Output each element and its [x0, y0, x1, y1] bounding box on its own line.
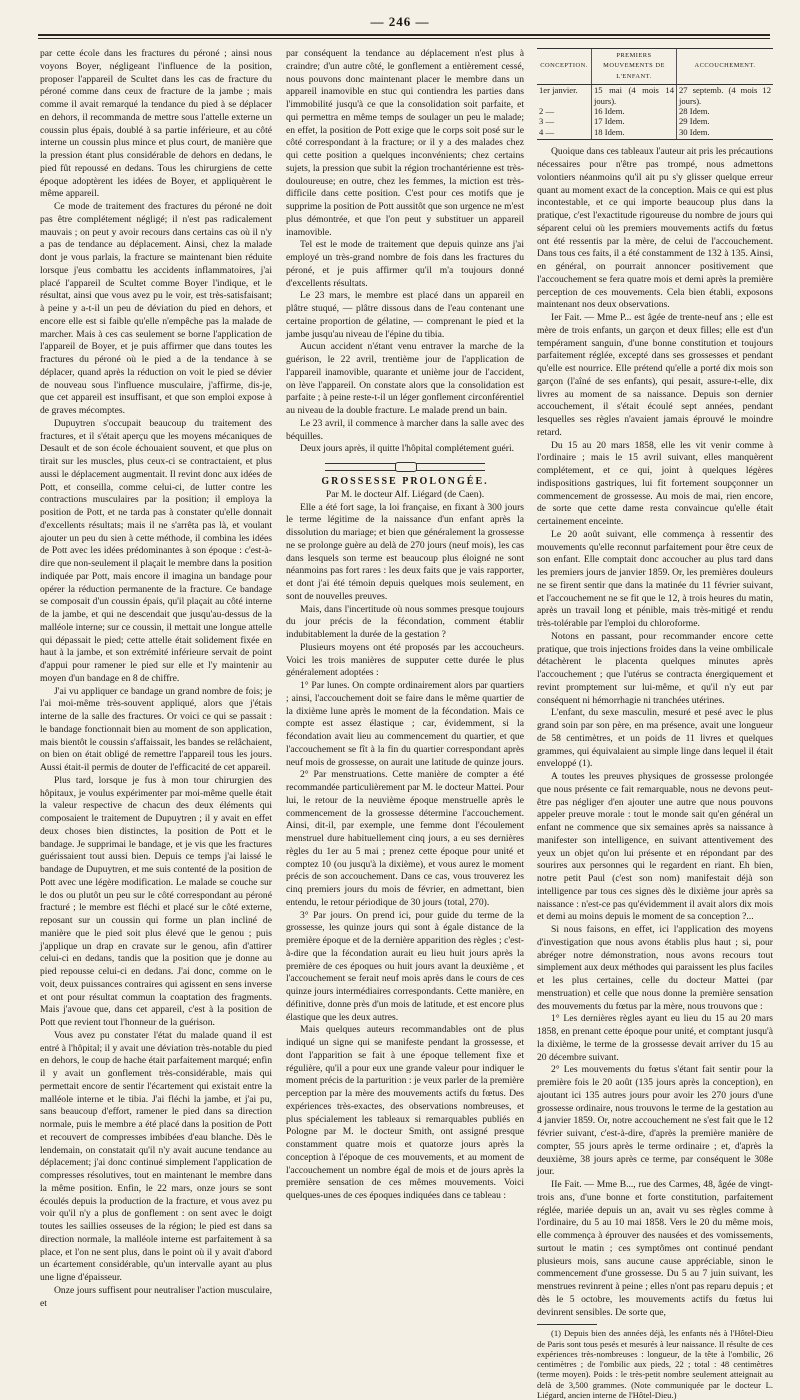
table-row: [537, 106, 773, 116]
table-row: [537, 85, 773, 106]
table-row: [537, 116, 773, 126]
paragraph: J'ai vu appliquer ce bandage un grand nombre de fois; je l'ai moi-même très-souvent appliqué, alors que j'étais interne de la salle des fractures. Or voici ce qui se passait : le bandage fonctionnait bien au moment de son application, mais bientôt le coussin s'affaissait, les bandes se relâchaient, on bien on était obligé de remettre l'appareil tous les jours. Aussi était-il permis de douter de l'efficacité de cet appareil.: [40, 685, 272, 773]
paragraph: Mais quelques auteurs recommandables ont de plus indiqué un signe qui se manifeste pendant la grossesse, et dont l'apparition se fait à une époque tellement fixe et régulière, qu'il a pour eux une grande valeur pour indiquer le moment précis de la parturition : je veux parler de la première perception par la mère des mouvements actifs du fœtus. Des expériences très-exactes, des observations nombreuses, et plus spécialement les tableaux si remarquables publiés en Pologne par M. le docteur Smith, ont assigné presque constamment quatre mois et quatorze jours après la conception à l'époque de ces mouvements, et au moment de l'accouchement un nombre égal de mois et de jours après la première sensation de ces mêmes mouvements. Voici quelques-unes de ces époques indiquées dans ce tableau :: [286, 1024, 524, 1201]
table-header: CONCEPTION.: [537, 49, 592, 85]
table-cell: 15 mai (4 mois 14 jours).: [592, 85, 677, 106]
paragraph: Onze jours suffisent pour neutraliser l'action musculaire, et: [40, 1284, 272, 1309]
footnote: (1) Depuis bien des années déjà, les enfants nés à l'Hôtel-Dieu de Paris sont tous pesés et mesurés à leur naissance. Il résulte de ces expériences très-nombreuses : longueur, de la tête à l'ombilic, 26 centimètres ; de l'ombilic aux pieds, 22 ; total : 48 centimètres (terme moyen). Poids : le très-petit nombre seulement atteignait au delà de 3,500 grammes. (Note communiquée par le docteur L. Liégard, ancien interne de l'Hôtel-Dieu.): [537, 1328, 773, 1400]
paragraph: Aucun accident n'étant venu entraver la marche de la guérison, le 22 avril, trentième jour de l'application de l'appareil inamovible, quarante et unième jour de l'accident, on lève l'appareil. On constate alors que la consolidation est parfaite ; à peine reste-t-il un léger gonflement circonférentiel au niveau de la double fracture. Le malade prend un bain.: [286, 341, 524, 416]
paragraph: 3° Par jours. On prend ici, pour guide du terme de la grossesse, les quinze jours qui sont à égale distance de la première époque et de la dernière apparition des règles ; c'est-à-dire que la fécondation aurait eu lieu huit jours après la première de ces époques ou huit jours avant la deuxième , et l'accouchement se ferait neuf mois après dans le cours de ces quinze jours intermédiaires correspondants. Cette manière, en définitive, donne près d'un mois de latitude, et est encore plus élastique que les deux autres.: [286, 909, 524, 1023]
section-title: GROSSESSE PROLONGÉE.: [321, 476, 489, 487]
column-right: [537, 48, 773, 1400]
table-cell: 4 —: [537, 127, 592, 140]
paragraph: Quoique dans ces tableaux l'auteur ait pris les précautions nécessaires pour n'être pas trompé, nous admettons volontiers néanmoins qu'il ait pu s'y glisser quelque erreur quant au moment exact de la conception. Mais ce qui est plus incontestable, et ce qui importe beaucoup plus dans la pratique, c'est l'exactitude rigoureuse du nombre de jours qui séparent celui où les premiers mouvements actifs du fœtus ont été ressentis par la mère, de celui de l'accouchement. Dans tous ces faits, il a été constamment de 132 à 135. Ainsi, en général, on pourrait annoncer positivement que l'accouchement se fera quatre mois et demi après la première perception de ces mouvements. Cela bien établi, exposons maintenant nos deux observations.: [537, 146, 773, 311]
table-cell: 29 Idem.: [677, 116, 774, 126]
paragraph: Le 23 mars, le membre est placé dans un appareil en plâtre stuqué, — plâtre dissous dans de l'eau contenant une certaine proportion de gélatine, — comprenant le pied et la jambe jusqu'au niveau de l'épine du tibia.: [286, 290, 524, 340]
table-cell: 16 Idem.: [592, 106, 677, 116]
paragraph: Notons en passant, pour recommander encore cette pratique, que trois injections froides dans la veine ombilicale détachèrent le placenta quelques minutes après l'accouchement ; que l'utérus se contracta énergiquement et revint promptement sur lui-même, et qu'il n'y eut par conséquent ni hémorrhagie ni tranchées utérines.: [537, 630, 773, 706]
footnote-rule: [537, 1324, 597, 1325]
paragraph: Le 23 avril, il commence à marcher dans la salle avec des béquilles.: [286, 417, 524, 442]
page-number: — 246 —: [370, 14, 430, 29]
header-rule: [38, 34, 770, 36]
paragraph: Vous avez pu constater l'état du malade quand il est entré à l'hôpital; il y avait une déviation très-notable du pied en dehors, le coup de hache était parfaitement marqué; enfin il y avait un gonflement très-considérable, mais qui permettait encore de sentir l'écartement qui existait entre la malléole interne et le tibia. J'ai fléchi la jambe, et j'ai pu, sans beaucoup d'effort, ramener le pied dans sa direction normale, puis le membre a été placé dans la position de Pott et recouvert de compresses imbibées d'eau blanche. Dès le lendemain, on constatait qu'il n'y avait aucune tendance au déplacement; j'ai donc continué simplement l'application de compresses résolutives, tout en maintenant le membre dans la même position. Enfin, le 22 mars, onze jours se sont écoulés depuis la production de la fracture, et vous avez pu voir qu'il n'y a plus de gonflement : on sent avec le doigt toutes les saillies osseuses de la région; le pied est dans sa direction normale, la malléole interne est parfaitement à sa place, et l'on ne sent plus, dans le point où il y avait d'abord un écartement considérable, qu'un intervalle ayant au plus une ligne d'épaisseur.: [40, 1029, 272, 1283]
table-cell: 28 Idem.: [677, 106, 774, 116]
observation-table: [537, 48, 773, 140]
paragraph: L'enfant, du sexe masculin, mesuré et pesé avec le plus grand soin par son père, en ma présence, avait une longueur de 58 centimètres, et un poids de 11 livres et quelques grammes, qui équivalaient au simple linge dans lequel il était enveloppé (1).: [537, 707, 773, 770]
paragraph: Deux jours après, il quitte l'hôpital complétement guéri.: [300, 443, 515, 455]
paragraph: Ce mode de traitement des fractures du péroné ne doit pas être complétement négligé; il n'est pas radicalement mauvais ; on peut y avoir recours dans certains cas où il n'y a pas de tendance au déplacement. Ainsi, chez la malade dont je vous parlais, la fracture se maintenant bien réduite lorsque j'eus combattu les accidents inflammatoires, j'ai placé l'appareil de Scultet comme Boyer l'indique, et le résultat, ainsi que vous avez pu le voir, est très-satisfaisant; à peine y a-t-il un peu de déviation du pied en dehors, et encore elle est si faible qu'elle n'empêche pas la malade de marcher. Mais à ces cas seulement se borne l'application de l'appareil de Boyer, et je puis affirmer que dans toutes les fractures du péroné où le pied a de la tendance à se déplacer, quand après la réduction on voit le pied se dévier de nouveau sous l'influence musculaire, j'affirme, dis-je, que cet appareil est insuffisant, et que son emploi expose à de graves mécomptes.: [40, 201, 272, 416]
table-cell: 2 —: [539, 106, 555, 117]
paragraph: 2° Les mouvements du fœtus s'étant fait sentir pour la première fois le 20 août (135 jours après la conception), en ajoutant ici 135 autres jours pour avoir les 270 jours d'une grossesse ordinaire, nous trouvons le terme de la gestation au 4 janvier 1859. Or, notre accouchement ne s'est fait que le 12 février suivant, c'est-à-dire, d'après la première manière de compter, 55 jours après le terme ordinaire ; et, d'après la deuxième, 38 jours après ce terme, par conséquent le 308e jour.: [537, 1064, 773, 1178]
paragraph: Du 15 au 20 mars 1858, elle les vit venir comme à l'ordinaire ; mais le 15 avril suivant, elles manquèrent complétement, et ce qui, joint à quelques légères indispositions gastriques, lui fit fortement soupçonner un commencement de grossesse. Au mois de mai, rien encore, de sorte que cette dame resta convaincue qu'elle était certainement enceinte.: [537, 439, 773, 527]
column-middle: [286, 48, 524, 1203]
table-cell: 27 septemb. (4 mois 12 jours).: [677, 85, 774, 106]
paragraph: Si nous faisons, en effet, ici l'application des moyens d'investigation que nous avons établis plus haut ; si, pour abréger notre démonstration, nous avons recours tout simplement aux deux méthodes qui paraissent les plus faciles et les plus certaines, celle du docteur Mattei (par menstruation) et celle que nous donne la première sensation des mouvements du fœtus par la mère, nous trouvons que :: [537, 924, 773, 1012]
column-left: [40, 48, 272, 1310]
paragraph: Plus tard, lorsque je fus à mon tour chirurgien des hôpitaux, je voulus expérimenter par moi-même quelle était la valeur respective de chacun des deux éléments qui composaient le traitement de Dupuytren ; il y avait en effet deux choses bien distinctes, la position de Pott et le bandage. Je supprimai le bandage, et je vis que les fractures guérissaient tout aussi bien. Depuis ce temps j'ai laissé le bandage de Dupuytren, et me suis contenté de la position de Pott avec une légère modification. Le malade se couche sur le dos ou plutôt un peu sur le côté correspondant au péroné fracturé ; le membre est fléchi et placé sur le côté externe, reposant sur un coussin qui forme un plan incliné de manière que le pied soit plus élevé que le genou ; puis j'applique un drap en cravate sur le genou, afin d'attirer celui-ci en dedans, tandis que la position que je donne au pied repousse celui-ci en dedans. J'ai donc, comme on le voit, deux puissances contraires qui agissent en sens inverse et ont pour résultat commun la coaptation des fragments. Mais j'avoue que, dans cet appareil, c'est à la position de Pott que revient tout l'honneur de la guérison.: [40, 774, 272, 1028]
paragraph: A toutes les preuves physiques de grossesse prolongée que nous présente ce fait remarquable, nous ne devons peut-être pas négliger d'en ajouter une autre que nous pouvons appeler preuve morale : tout le monde sait qu'en général un enfant ne commence que six semaines après sa naissance à manifester son intelligence, en suivant attentivement des yeux un objet qu'on lui présente et en répondant par des sourires aux personnes qui le regardent en riant. Eh bien, notre petit Paul (c'est son nom) manifestait déjà son intelligence par tous ces signes dès le dixième jour après sa naissance : n'est-ce pas qu'évidemment il avait alors dix mois et demi au moins depuis le moment de sa conception ?...: [537, 771, 773, 923]
author-byline: Par M. le docteur Alf. Liégard (de Caen).: [325, 488, 485, 500]
table-cell: 30 Idem.: [677, 127, 774, 140]
paragraph: Ier Fait. — Mme P... est âgée de trente-neuf ans ; elle est mère de trois enfants, un garçon et deux filles; elle est d'un tempérament sanguin, d'une bonne constitution et toujours parfaitement réglée, excepté dans ses grossesses et pendant qu'elle est nourrice. Elle prétend qu'elle a porté dix mois son garçon (l'aîné de ses enfants), qui pesait, assure-t-elle, dix livres au moment de sa naissance. Depuis son dernier accouchement, il s'était écoulé sept années, pendant lesquelles ses règles n'avaient jamais éprouvé le moindre retard.: [537, 312, 773, 438]
paragraph: IIe Fait. — Mme B..., rue des Carmes, 48, âgée de vingt-trois ans, d'une bonne et forte constitution, parfaitement réglée, mariée depuis un an, avait vu ses règles comme à l'ordinaire, du 5 au 10 mai 1858. Vers le 20 du même mois, elle commença à éprouver des nausées et des vomissements, surtout le matin ; ces symptômes ont continué pendant plusieurs mois, sans aucune cause appréciable, sinon le commencement d'une grossesse. Du 5 au 7 juin suivant, les menstrues revinrent à peine ; elles n'ont pas reparu depuis ; et dès le 5 octobre, les mouvements actifs du fœtus lui devinrent sensibles. De sorte que,: [537, 1179, 773, 1318]
header-rule-thin: [38, 38, 770, 39]
table-cell: 1er janvier.: [539, 85, 578, 96]
section-ornament: [325, 463, 485, 471]
table-cell: 17 Idem.: [592, 116, 677, 126]
paragraph: par cette école dans les fractures du péroné ; ainsi nous voyons Boyer, négligeant l'influence de la position, proposer l'appareil de Scultet dans les cas de fracture du péroné comme dans ceux de fracture de la jambe ; mais comme il avait remarqué la tendance du pied à se déplacer en dehors, il recommanda de mettre sous l'attelle externe un coussin plus épais, doublé à sa partie inférieure, et au côté interne un coussin plus mince et plus court, de manière que la pression étant plus considérable de dehors en dedans, le pied fût repoussé en dedans. Tous les chirurgiens de cette époque adoptèrent les idées de Boyer, et appliquèrent le même appareil.: [40, 48, 272, 200]
paragraph: Plusieurs moyens ont été proposés par les accoucheurs. Voici les trois manières de supputer cette durée le plus généralement adoptées :: [286, 641, 524, 679]
paragraph: 1° Par lunes. On compte ordinairement alors par quartiers ; ainsi, l'accouchement doit se faire dans le même quartier de la dixième lune après le moment de la fécondation. Mais ce compte est assez élastique ; car, évidemment, si la fécondation avait lieu au commencement du quartier, et que l'accouchement se fît à la fin du quartier correspondant après neuf mois de grossesse, on aurait une latitude de quinze jours.: [286, 680, 524, 768]
table-header: ACCOUCHEMENT.: [677, 49, 774, 85]
paragraph: 2° Par menstruations. Cette manière de compter a été recommandée particulièrement par M. le docteur Mattei. Pour lui, le retour de la neuvième époque menstruelle après le commencement de la grossesse détermine l'accouchement. Ainsi, dit-il, par exemple, une femme dont l'écoulement menstruel dure habituellement cinq jours, a eu ses dernières règles du 1er au 5 mai ; prenez cette époque pour unité et comptez 10 (ou jusqu'à la dixième), et vous aurez le moment précis de son accouchement. Dans ce cas, vous trouverez les cinq premiers jours du mois de février, en admettant, bien entendu, le retour périodique de 30 jours (total, 270).: [286, 769, 524, 908]
paragraph: 1° Les dernières règles ayant eu lieu du 15 au 20 mars 1858, en prenant cette époque pour unité, et comptant jusqu'à la dixième, le terme de la grossesse devait arriver du 15 au 20 décembre suivant.: [537, 1013, 773, 1063]
paragraph: Le 20 août suivant, elle commença à ressentir des mouvements qu'elle reconnut parfaitement pour être ceux de son enfant. Elle comptait donc accoucher au plus tard dans les premiers jours de janvier 1859. Or, les premières douleurs ne se firent sentir que dans la matinée du 11 février suivant, et l'accouchement ne se fit que le 12, à trois heures du matin, après un travail long et pénible, mais très-mitigé et rendu très-tolérable par l'emploi du chloroforme.: [537, 528, 773, 629]
paragraph: Dupuytren s'occupait beaucoup du traitement des fractures, et il s'était aperçu que les moyens mécaniques de Desault et de son école échouaient souvent, et que plus on tirait sur les muscles, plus ceux-ci se contractaient, et plus aussi le déplacement augmentait. Il revint donc aux idées de Pott, et conseilla, comme celui-ci, de lutter contre les contractions musculaires par la position; il employa la position de Pott, et ne tarda pas à constater qu'elle donnait d'excellents résultats; mais il ne s'arrêta pas là, et voulant ajouter un peu du sien à cette méthode, il combina les idées de Pott avec les idées prédominantes à son époque : c'est-à-dire que non-seulement il plaçait le membre dans la position indiquée par Pott, mais encore il imagina un bandage pour opérer la réduction permanente de la fracture. Ce bandage se composait d'un coussin épais, qu'il plaçait au côté interne de la jambe, et qui ne descendait que jusqu'au-dessus de la malléole interne; sur ce coussin, il mettait une longue attelle qui dépassait le pied; cette attelle était solidement fixée en haut à la jambe, et son extrémité inférieure servait de point d'appui pour ramener le pied sur elle et l'y maintenir au moyen d'un bandage en 8 de chiffre.: [40, 417, 272, 684]
paragraph: Tel est le mode de traitement que depuis quinze ans j'ai employé un très-grand nombre de fois dans les fractures du péroné, et je puis affirmer qu'il m'a toujours donné d'excellents résultats.: [286, 239, 524, 289]
table-cell: 3 —: [539, 116, 555, 127]
table-row: [537, 127, 773, 140]
paragraph: par conséquent la tendance au déplacement n'est plus à craindre; d'un autre côté, le gonflement a entièrement cessé, nous pouvons donc maintenant placer le membre dans un appareil inamovible en stuc qui contiendra les parties dans l'immobilité jusqu'à ce que la consolidation soit parfaite, et qui permettra en même temps de soulager un peu le malade; en effet, la position de Pott exige que le corps soit posé sur le côté correspondant à la fracture; or il y a des malades chez qui cette position a quelques inconvénients; chez certains sujets, la pression que subit la région trochantérienne est très-douloureuse; en outre, chez les femmes, la miction est très-difficile dans cette position. C'est pour ces motifs que je supprime la position de Pott aussitôt que son urgence ne m'est plus démontrée, et que l'on peut y substituer un appareil inamovible.: [286, 48, 524, 238]
table-header: PREMIERS MOUVEMENTS DE L'ENFANT.: [592, 49, 677, 85]
table-cell: 18 Idem.: [592, 127, 677, 140]
paragraph: Mais, dans l'incertitude où nous sommes presque toujours du jour précis de la fécondation, comment établir indubitablement la durée de la gestation ?: [286, 603, 524, 640]
paragraph: Elle a été fort sage, la loi française, en fixant à 300 jours le terme légitime de la naissance d'un enfant après la dissolution du mariage; et bien que généralement la grossesse ne se prolonge guère au delà de 270 jours (neuf mois), les cas dans lesquels son terme est beaucoup plus éloigné ne sont néanmoins pas fort rares : les deux faits que je vais rapporter, et dont j'ai été témoin depuis quelques mois seulement, en sont de nouvelles preuves.: [286, 501, 524, 602]
